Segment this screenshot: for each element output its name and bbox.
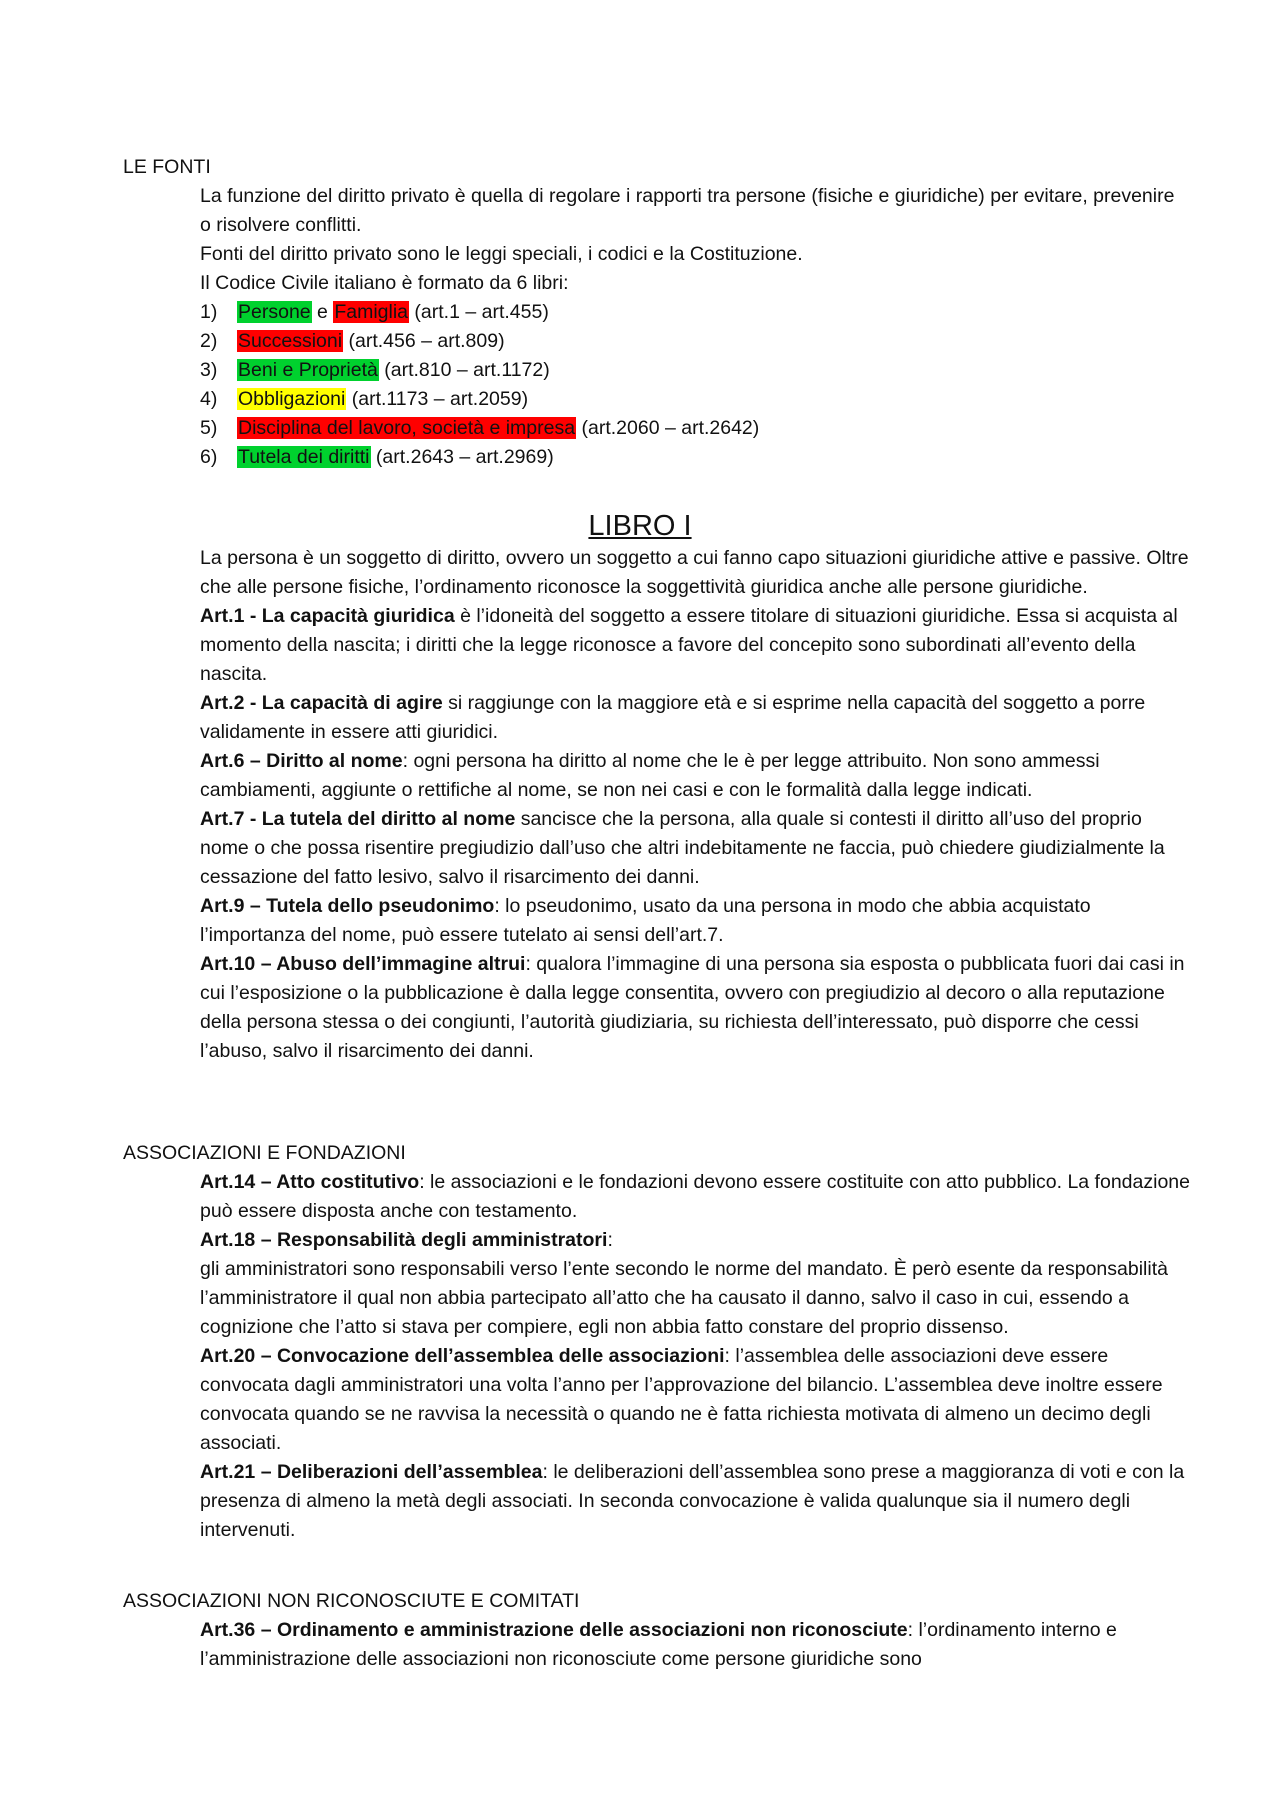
article-title: Art.6 – Diritto al nome (200, 750, 403, 772)
article-paragraph (200, 892, 1190, 950)
libro1-intro: La persona è un soggetto di diritto, ovvero un soggetto a cui fanno capo situazioni giuridiche attive e passive. Oltre che alle persone fisiche, l’ordinamento riconosce la soggettività giuridica anche alle persone giuridiche. (200, 547, 1189, 598)
article-range: (art.456 – art.809) (343, 330, 505, 352)
list-item (200, 327, 1190, 356)
highlight-red: Disciplina del lavoro, società e impresa (238, 417, 576, 439)
article-title: Art.1 - La capacità giuridica (200, 605, 455, 627)
list-text: e (311, 301, 334, 323)
article-title: Art.10 – Abuso dell’immagine altrui (200, 953, 526, 975)
article-range: (art.2643 – art.2969) (370, 446, 554, 468)
article-paragraph (200, 805, 1190, 892)
article-text: : l’assemblea delle associazioni deve essere convocata dagli amministratori una volta l’anno per l’approvazione del bilancio. L’assemblea deve inoltre essere convocata quando se ne ravvisa la necessità o quando ne è fatta richiesta motivata di almeno un decimo degli associati. (200, 1345, 1163, 1454)
article-text: : qualora l’immagine di una persona sia esposta o pubblicata fuori dai casi in cui l’esposizione o la pubblicazione è dalla legge consentita, ovvero con pregiudizio al decoro o alla reputazione della persona stessa o dei congiunti, l’autorità giudiziaria, su richiesta dell’interessato, può disporre che cessi l’abuso, salvo il risarcimento dei danni. (200, 953, 1185, 1062)
article-paragraph (200, 689, 1190, 747)
article-paragraph (200, 602, 1190, 689)
fonti-paragraph: Fonti del diritto privato sono le leggi speciali, i codici e la Costituzione. (200, 243, 803, 265)
list-item (200, 385, 1190, 414)
list-item (200, 414, 1190, 443)
list-number: 4) (200, 388, 218, 410)
article-paragraph (200, 747, 1190, 805)
libri-list (200, 298, 1190, 472)
fonti-block (200, 182, 1190, 472)
list-number: 5) (200, 417, 218, 439)
section-heading-fonti: LE FONTI (123, 156, 211, 178)
fonti-paragraph: Il Codice Civile italiano è formato da 6 libri: (200, 272, 569, 294)
article-paragraph: gli amministratori sono responsabili verso l’ente secondo le norme del mandato. È però esente da responsabilità l’amministratore il qual non abbia partecipato all’atto che ha causato il danno, salvo il caso in cui, essendo a cognizione che l’atto si stava per compiere, egli non abbia fatto constare del proprio dissenso. (200, 1258, 1168, 1338)
highlight-green: Tutela dei diritti (238, 446, 370, 468)
list-item (200, 298, 1190, 327)
fonti-paragraph: La funzione del diritto privato è quella di regolare i rapporti tra persone (fisiche e giuridiche) per evitare, prevenire o risolvere conflitti. (200, 185, 1175, 236)
associazioni-block (200, 1168, 1190, 1545)
article-title: Art.7 - La tutela del diritto al nome (200, 808, 516, 830)
article-title: Art.2 - La capacità di agire (200, 692, 443, 714)
article-paragraph (200, 950, 1190, 1066)
article-range: (art.1173 – art.2059) (346, 388, 529, 410)
article-text: : (607, 1229, 613, 1251)
article-title: Art.9 – Tutela dello pseudonimo (200, 895, 495, 917)
highlight-red: Famiglia (334, 301, 409, 323)
highlight-green: Persone (238, 301, 311, 323)
article-range: (art.810 – art.1172) (378, 359, 550, 381)
article-text: : le deliberazioni dell’assemblea sono prese a maggioranza di voti e con la presenza di almeno la metà degli associati. In seconda convocazione è valida qualunque sia il numero degli intervenuti. (200, 1461, 1185, 1541)
article-paragraph (200, 1342, 1190, 1458)
article-text: : l’ordinamento interno e l’amministrazione delle associazioni non riconosciute come persone giuridiche sono (200, 1619, 1117, 1670)
section-heading-non-riconosciute: ASSOCIAZIONI NON RICONOSCIUTE E COMITATI (123, 1590, 580, 1612)
article-paragraph (200, 1616, 1190, 1674)
article-paragraph (200, 1168, 1190, 1226)
non-riconosciute-block (200, 1616, 1190, 1674)
list-number: 1) (200, 301, 218, 323)
article-text: : le associazioni e le fondazioni devono essere costituite con atto pubblico. La fondazione può essere disposta anche con testamento. (200, 1171, 1190, 1222)
article-text: è l’idoneità del soggetto a essere titolare di situazioni giuridiche. Essa si acquista al momento della nascita; i diritti che la legge riconosce a favore del concepito sono subordinati all’evento della nascita. (200, 605, 1178, 685)
section-heading-associazioni: ASSOCIAZIONI E FONDAZIONI (123, 1142, 406, 1164)
list-number: 3) (200, 359, 218, 381)
article-title: Art.20 – Convocazione dell’assemblea delle associazioni (200, 1345, 725, 1367)
article-paragraph (200, 1226, 1190, 1255)
highlight-yellow: Obbligazioni (238, 388, 346, 410)
article-range: (art.1 – art.455) (409, 301, 549, 323)
article-text: si raggiunge con la maggiore età e si esprime nella capacità del soggetto a porre validamente in essere atti giuridici. (200, 692, 1146, 743)
article-text: : ogni persona ha diritto al nome che le è per legge attribuito. Non sono ammessi cambiamenti, aggiunte o rettifiche al nome, se non nei casi e con le formalità dalla legge indicati. (200, 750, 1100, 801)
article-text: sancisce che la persona, alla quale si contesti il diritto all’uso del proprio nome o che possa risentire pregiudizio dall’uso che altri indebitamente ne faccia, può chiedere giudizialmente la cessazione del fatto lesivo, salvo il risarcimento dei danni. (200, 808, 1165, 888)
article-title: Art.36 – Ordinamento e amministrazione delle associazioni non riconosciute (200, 1619, 908, 1641)
article-paragraph (200, 1458, 1190, 1545)
highlight-green: Beni e Proprietà (238, 359, 378, 381)
highlight-red: Successioni (238, 330, 343, 352)
libro-title: LIBRO I (588, 510, 692, 542)
article-range: (art.2060 – art.2642) (576, 417, 760, 439)
article-title: Art.21 – Deliberazioni dell’assemblea (200, 1461, 543, 1483)
article-title: Art.18 – Responsabilità degli amministratori (200, 1229, 608, 1251)
list-number: 2) (200, 330, 218, 352)
list-item (200, 356, 1190, 385)
list-number: 6) (200, 446, 218, 468)
article-title: Art.14 – Atto costitutivo (200, 1171, 420, 1193)
list-item (200, 443, 1190, 472)
libro1-block (200, 544, 1190, 1066)
article-text: : lo pseudonimo, usato da una persona in modo che abbia acquistato l’importanza del nome, può essere tutelato ai sensi dell’art.7. (200, 895, 1091, 946)
